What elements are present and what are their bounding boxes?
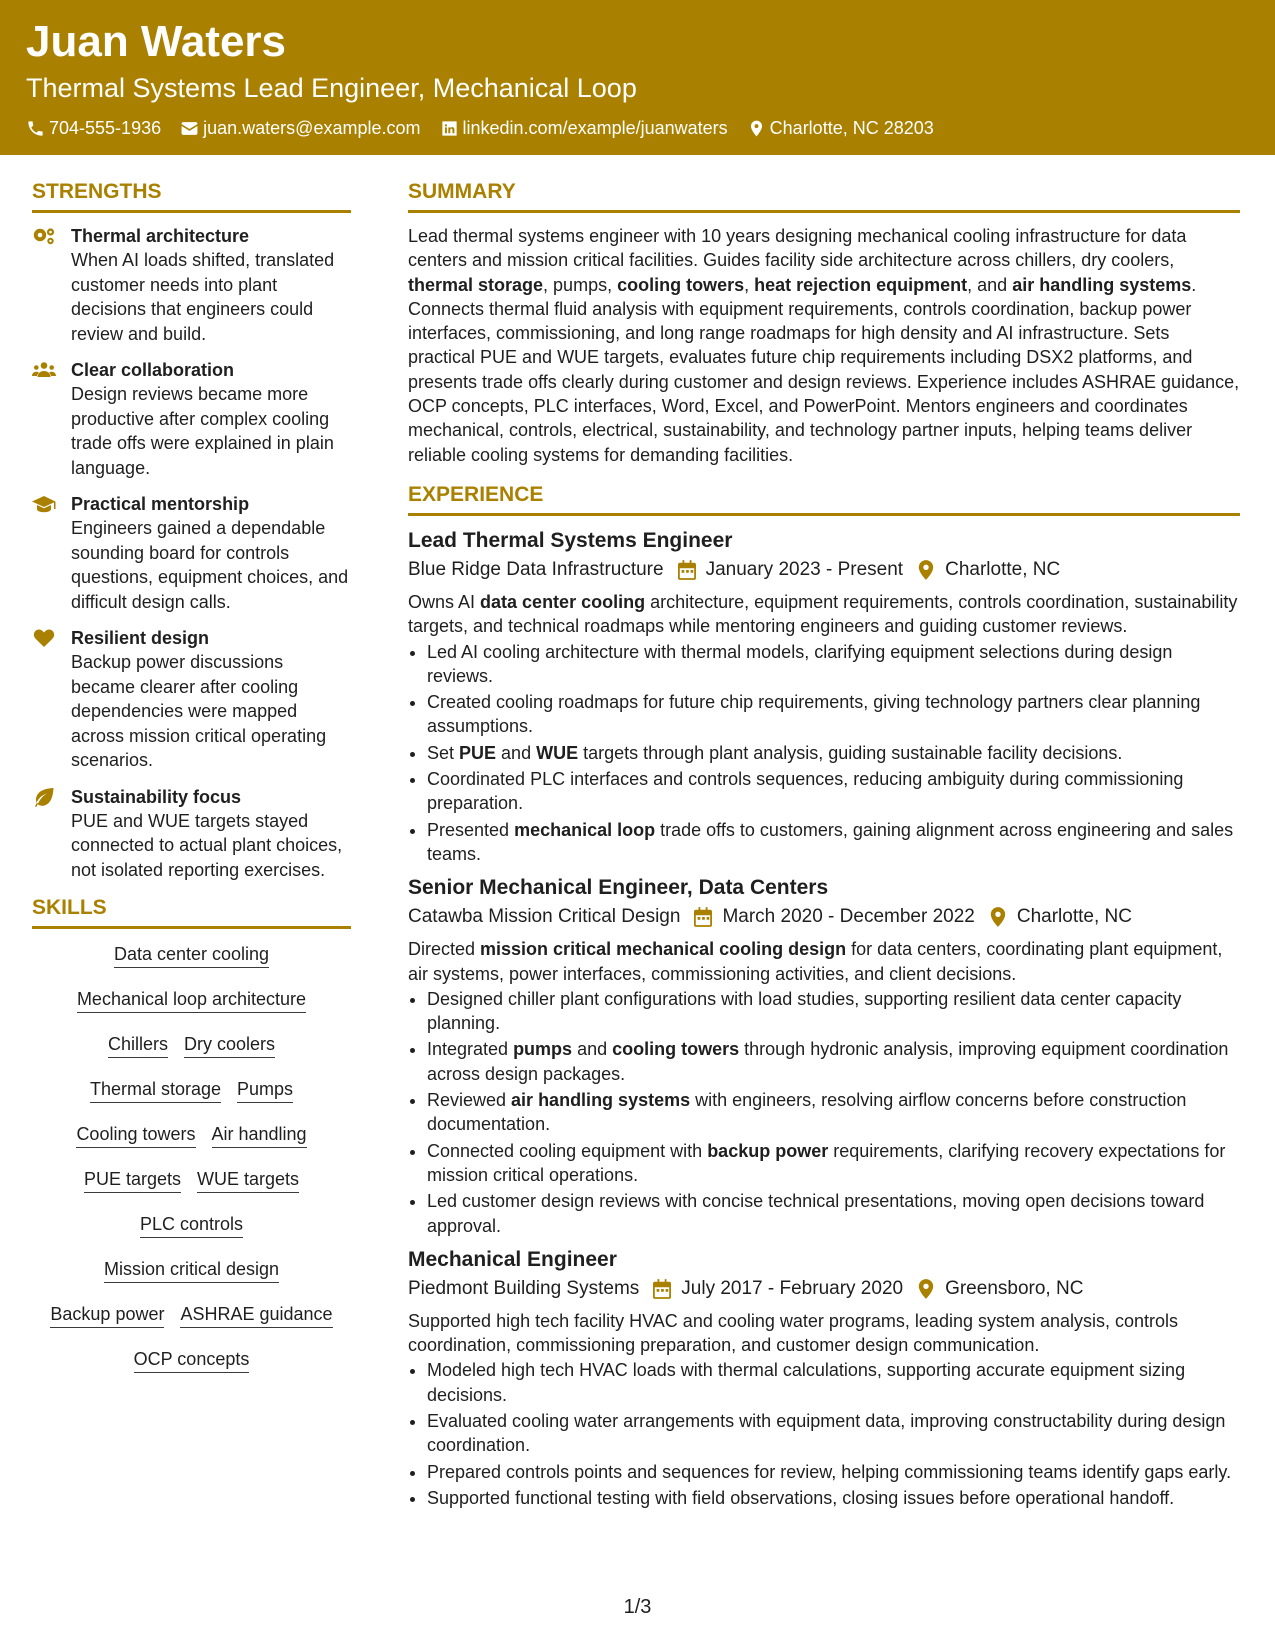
skill-tag: ASHRAE guidance: [180, 1303, 332, 1328]
contact-phone-text: 704-555-1936: [49, 118, 162, 138]
skill-tag: Cooling towers: [76, 1123, 195, 1148]
summary-text: Lead thermal systems engineer with 10 years designing mechanical cooling infrastructure for data centers and mission critical facilities. Guides facility side architecture across chillers, dry coolers, thermal storage, pumps, cooling towers, heat rejection equipment, and air handling systems. Connects thermal fluid analysis with equipment requirements, controls coordination, backup power interfaces, commissioning, and long range roadmaps for high density and AI infrastructure. Sets practical PUE and WUE targets, evaluates future chip requirements including DSX2 platforms, and presents trade offs clearly during customer and design reviews. Experience includes ASHRAE guidance, OCP concepts, PLC interfaces, Word, Excel, and PowerPoint. Mentors engineers and coordinates mechanical, controls, electrical, sustainability, and technology partner inputs, helping teams deliver reliable cooling systems for demanding facilities.: [408, 226, 1240, 465]
job-meta: [408, 903, 1240, 931]
job-entry: [408, 527, 1240, 866]
job-location: Charlotte, NC: [1016, 906, 1132, 928]
job-location: Greensboro, NC: [945, 1277, 1084, 1299]
skill-tag: Mission critical design: [104, 1258, 279, 1283]
contact-phone[interactable]: [26, 116, 161, 140]
bold-phrase: cooling towers: [617, 274, 745, 295]
strength-description: PUE and WUE targets stayed connected to actual plant choices, not isolated reporting exercises.: [71, 810, 343, 880]
strength-item: [32, 358, 351, 480]
strength-title: Practical mentorship: [71, 494, 250, 514]
bold-phrase: PUE: [459, 742, 497, 763]
contact-linkedin[interactable]: [440, 116, 728, 140]
skills-heading: SKILLS: [32, 894, 351, 929]
contact-bar: [26, 116, 948, 144]
job-dates: January 2023 - Present: [705, 558, 904, 580]
job-company: Piedmont Building Systems: [408, 1277, 640, 1299]
job-bullet: • Led AI cooling architecture with thermal models, clarifying equipment selections during design reviews.: [427, 640, 1240, 689]
job-dates: July 2017 - February 2020: [681, 1277, 904, 1299]
skill-row: [32, 943, 351, 988]
strength-item: [32, 626, 351, 773]
skill-tag: Mechanical loop architecture: [77, 988, 306, 1013]
candidate-name: Juan Waters: [26, 17, 287, 66]
contact-location-text: Charlotte, NC 28203: [769, 118, 934, 138]
bold-phrase: air handling systems: [511, 1090, 691, 1111]
job-bullet: • Integrated pumps and cooling towers through hydronic analysis, improving equipment coordination across design packages.: [427, 1037, 1240, 1086]
bold-phrase: pumps: [513, 1039, 573, 1060]
job-company: Catawba Mission Critical Design: [408, 906, 681, 928]
job-location: Charlotte, NC: [945, 558, 1061, 580]
page-number: 1/3: [623, 1596, 652, 1618]
skill-tag: WUE targets: [197, 1168, 299, 1193]
bold-phrase: air handling systems: [1012, 274, 1192, 295]
location-pin-icon: [989, 907, 1007, 927]
calendar-icon: [694, 907, 712, 927]
graduation-cap-icon: [32, 494, 56, 514]
gears-icon: [32, 226, 56, 246]
summary-section: [408, 178, 1240, 467]
calendar-icon: [678, 560, 696, 580]
leaf-icon: [32, 787, 56, 807]
skill-tag: Air handling: [212, 1123, 307, 1148]
job-bullet: • Connected cooling equipment with backup power requirements, clarifying recovery expectations for mission critical operations.: [427, 1139, 1240, 1188]
header: [0, 0, 1275, 155]
job-bullet: • Designed chiller plant configurations with load studies, supporting resilient data center capacity planning.: [427, 987, 1240, 1036]
experience-section: [408, 481, 1240, 1510]
strength-description: Engineers gained a dependable sounding board for controls questions, equipment choices, and difficult design calls.: [71, 518, 349, 612]
contact-email-text: juan.waters@example.com: [203, 118, 421, 138]
skill-row: [32, 1168, 351, 1213]
job-bullet: • Led customer design reviews with concise technical presentations, moving open decisions toward approval.: [427, 1189, 1240, 1238]
strengths-heading: STRENGTHS: [32, 178, 351, 213]
skill-row: [32, 1078, 351, 1123]
skill-row: [32, 1213, 351, 1258]
bold-phrase: data center cooling: [480, 591, 646, 612]
calendar-icon: [653, 1279, 671, 1299]
summary-heading: SUMMARY: [408, 178, 1240, 213]
candidate-title: Thermal Systems Lead Engineer, Mechanical Loop: [26, 73, 637, 103]
skill-tag: Backup power: [50, 1303, 164, 1328]
skill-row: [32, 1123, 351, 1168]
strength-title: Thermal architecture: [71, 226, 250, 246]
bold-phrase: thermal storage: [408, 274, 544, 295]
contact-location: [747, 116, 934, 140]
job-bullet: • Reviewed air handling systems with engineers, resolving airflow concerns before construction documentation.: [427, 1088, 1240, 1137]
job-intro: Supported high tech facility HVAC and cooling water programs, leading system analysis, controls coordination, commissioning preparation, and customer design communication.: [408, 1310, 1179, 1356]
location-pin-icon: [917, 1279, 935, 1299]
bold-phrase: mission critical mechanical cooling design: [480, 939, 847, 960]
strengths-section: [32, 178, 351, 882]
skill-tag: PUE targets: [84, 1168, 181, 1193]
job-bullet: • Supported functional testing with field observations, closing issues before operational handoff.: [427, 1486, 1240, 1510]
job-bullets: [408, 987, 1240, 1238]
job-entry: [408, 874, 1240, 1238]
strength-title: Clear collaboration: [71, 360, 235, 380]
job-title: Mechanical Engineer: [408, 1247, 617, 1271]
users-icon: [32, 360, 56, 380]
skills-list: [32, 940, 351, 1393]
job-bullet: • Coordinated PLC interfaces and controls sequences, reducing ambiguity during commissioning preparation.: [427, 767, 1240, 816]
job-bullet: • Set PUE and WUE targets through plant analysis, guiding sustainable facility decisions.: [427, 741, 1240, 765]
location-pin-icon: [747, 119, 766, 138]
strength-description: Backup power discussions became clearer after cooling dependencies were mapped across mission critical operating scenarios.: [71, 652, 327, 770]
skill-tag: OCP concepts: [134, 1348, 250, 1373]
job-bullet: • Created cooling roadmaps for future chip requirements, giving technology partners clear planning assumptions.: [427, 690, 1240, 739]
job-bullets: [408, 640, 1240, 867]
experience-heading: EXPERIENCE: [408, 481, 1240, 516]
heart-icon: [32, 628, 56, 648]
job-bullet: • Evaluated cooling water arrangements with equipment data, improving constructability during design coordination.: [427, 1409, 1240, 1458]
skill-row: [32, 988, 351, 1033]
job-bullets: [408, 1358, 1240, 1510]
skill-row: [32, 1258, 351, 1303]
job-intro: Owns AI data center cooling architecture, equipment requirements, controls coordination, sustainability targets, and technical roadmaps while mentoring engineers and guiding customer reviews.: [408, 591, 1238, 637]
skills-section: [32, 894, 351, 1393]
skill-tag: Pumps: [237, 1078, 293, 1103]
job-bullet: • Prepared controls points and sequences for review, helping commissioning teams identify gaps early.: [427, 1460, 1240, 1484]
job-title: Senior Mechanical Engineer, Data Centers: [408, 876, 829, 900]
contact-linkedin-text: linkedin.com/example/juanwaters: [462, 118, 728, 138]
right-column: [408, 178, 1240, 1518]
job-bullet: • Presented mechanical loop trade offs to customers, gaining alignment across engineering and sales teams.: [427, 818, 1240, 867]
job-bullet: • Modeled high tech HVAC loads with thermal calculations, supporting accurate equipment sizing decisions.: [427, 1358, 1240, 1407]
strength-title: Resilient design: [71, 628, 210, 648]
strength-description: Design reviews became more productive after complex cooling trade offs were explained in plain language.: [71, 384, 334, 478]
skill-tag: Data center cooling: [114, 943, 269, 968]
job-intro: Directed mission critical mechanical cooling design for data centers, coordinating plant equipment, air systems, power interfaces, commissioning activities, and client decisions.: [408, 939, 1223, 984]
job-title: Lead Thermal Systems Engineer: [408, 528, 733, 552]
skill-tag: Chillers: [108, 1033, 168, 1058]
linkedin-icon: [440, 119, 459, 138]
location-pin-icon: [917, 560, 935, 580]
skill-row: [32, 1303, 351, 1348]
strength-item: [32, 492, 351, 614]
skill-tag: Dry coolers: [184, 1033, 275, 1058]
strength-item: [32, 785, 351, 883]
bold-phrase: mechanical loop: [514, 819, 656, 840]
job-company: Blue Ridge Data Infrastructure: [408, 558, 664, 580]
strength-item: [32, 224, 351, 346]
strength-description: When AI loads shifted, translated customer needs into plant decisions that engineers could review and build.: [71, 250, 335, 344]
skill-tag: Thermal storage: [90, 1078, 221, 1103]
bold-phrase: heat rejection equipment: [754, 274, 968, 295]
skill-row: [32, 1348, 351, 1393]
contact-email[interactable]: [180, 116, 420, 140]
strength-title: Sustainability focus: [71, 786, 242, 807]
bold-phrase: backup power: [707, 1140, 829, 1161]
job-meta: [408, 1275, 1240, 1303]
job-meta: [408, 556, 1240, 584]
bold-phrase: cooling towers: [612, 1039, 740, 1060]
job-dates: March 2020 - December 2022: [722, 906, 975, 928]
bold-phrase: WUE: [536, 742, 579, 763]
skill-row: [32, 1033, 351, 1078]
skill-tag: PLC controls: [140, 1213, 243, 1238]
job-entry: [408, 1246, 1240, 1510]
phone-icon: [26, 119, 45, 138]
left-column: [32, 178, 351, 1393]
envelope-icon: [180, 119, 199, 138]
